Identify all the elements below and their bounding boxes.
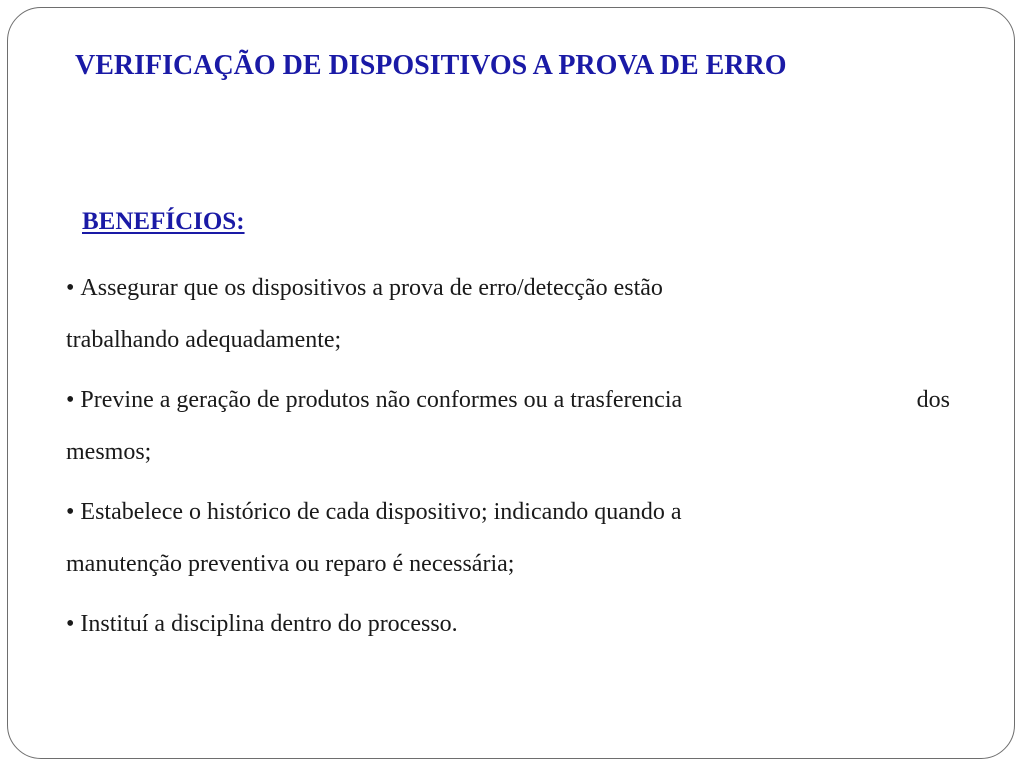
list-item-text: Previne a geração de produtos não conformes ou a trasferencia — [80, 387, 683, 413]
list-item-text: Estabelece o histórico de cada dispositivo; indicando quando a — [80, 499, 682, 525]
list-item-text: Assegurar que os dispositivos a prova de erro/detecção estão — [80, 275, 663, 301]
benefits-list — [66, 262, 950, 658]
bullet-icon: • — [66, 499, 75, 525]
list-item — [66, 374, 950, 478]
list-item-line — [66, 374, 950, 426]
list-item-text: Instituí a disciplina dentro do processo. — [80, 611, 458, 637]
list-item-line: trabalhando adequadamente; — [66, 327, 342, 353]
list-item-line — [66, 486, 950, 538]
list-item — [66, 486, 950, 590]
bullet-icon: • — [66, 387, 75, 413]
section-heading-benefits: BENEFÍCIOS: — [82, 208, 245, 235]
list-item-line — [66, 598, 950, 650]
slide-title: VERIFICAÇÃO DE DISPOSITIVOS A PROVA DE ERRO — [75, 50, 787, 81]
bullet-icon: • — [66, 611, 75, 637]
list-item-line: manutenção preventiva ou reparo é necessária; — [66, 551, 515, 577]
list-item-text-start — [66, 374, 682, 426]
list-item-line: mesmos; — [66, 439, 152, 465]
bullet-icon: • — [66, 275, 75, 301]
list-item — [66, 598, 950, 650]
list-item-text-end: dos — [916, 387, 950, 413]
list-item — [66, 262, 950, 366]
list-item-line — [66, 262, 950, 314]
